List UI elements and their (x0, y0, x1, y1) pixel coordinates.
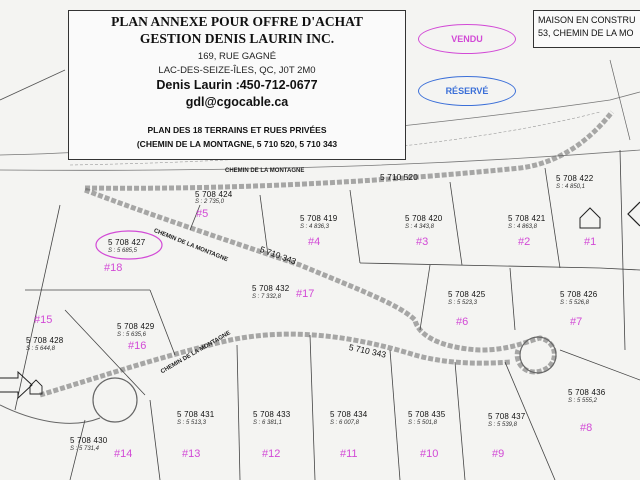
lot-line-21 (600, 268, 640, 270)
lot-tag: #6 (456, 316, 469, 328)
lot-area: S : 6 381,1 (253, 420, 283, 426)
lot-area: S : 4 836,3 (300, 224, 330, 230)
header-subtitle-2: (CHEMIN DE LA MONTAGNE, 5 710 520, 5 710 343 (136, 139, 338, 149)
lot-tag: #5 (196, 208, 209, 220)
lot-number: 5 708 433 (253, 410, 291, 419)
house-construction-box (533, 10, 640, 48)
lot-area: S : 5 523,3 (448, 300, 478, 306)
lot-number: 5 708 419 (300, 214, 338, 223)
lot-number: 5 708 437 (488, 412, 526, 421)
lot-line-18 (560, 350, 640, 380)
lot-line-7 (360, 263, 600, 268)
lot-area: S : 5 539,8 (488, 422, 518, 428)
header-address-1: 169, RUE GAGNÉ (197, 51, 277, 62)
lot-area: S : 2 735,0 (195, 199, 225, 205)
survey-line-top-right (610, 60, 630, 140)
lot-number: 5 708 420 (405, 214, 443, 223)
lot-area: S : 5 644,8 (26, 346, 56, 352)
lot-number: 5 708 422 (556, 174, 594, 183)
header-subtitle-1: PLAN DES 18 TERRAINS ET RUES PRIVÉES (147, 125, 327, 135)
lot-area: S : 4 343,8 (405, 224, 435, 230)
lot-tag: #1 (584, 236, 597, 248)
lot-tag: #2 (518, 236, 531, 248)
lot-line-4 (450, 182, 462, 265)
lot-tag: #10 (420, 448, 439, 460)
lot-area: S : 5 526,8 (560, 300, 590, 306)
lot-tag: #8 (580, 422, 593, 434)
lot-number: 5 708 421 (508, 214, 546, 223)
lot-area: S : 5 731,4 (70, 446, 100, 452)
lot-line-5 (545, 168, 560, 268)
lot-area: S : 5 513,3 (177, 420, 207, 426)
lot-line-17 (505, 362, 555, 480)
legend-reserved-badge: RÉSERVÉ (418, 76, 516, 106)
lot-number: 5 708 435 (408, 410, 446, 419)
lot-number: 5 708 436 (568, 388, 606, 397)
header-title-1: PLAN ANNEXE POUR OFFRE D'ACHAT (111, 14, 363, 29)
header-email: gdl@cgocable.ca (185, 95, 289, 109)
lot-number: 5 708 424 (195, 190, 233, 199)
road-number-5710520: 5 710 520 (380, 172, 418, 182)
lot-line-3 (350, 190, 360, 263)
lot-line-22 (620, 150, 625, 350)
lot-tag: #13 (182, 448, 201, 460)
plan-header-box (68, 10, 406, 160)
lot-line-16 (455, 362, 465, 480)
lot-area: S : 5 685,5 (108, 248, 138, 254)
lot-tag: #17 (296, 288, 315, 300)
header-phone: Denis Laurin :450-712-0677 (156, 78, 318, 92)
house-icon (580, 208, 600, 228)
left-arrow-icon (0, 372, 32, 398)
lot-line-14 (310, 335, 315, 480)
lot-number: 5 708 429 (117, 322, 155, 331)
road-5710343-lower (40, 334, 510, 395)
lot-tag: #7 (570, 316, 583, 328)
street-label-top: CHEMIN DE LA MONTAGNE (225, 168, 305, 174)
lot-area: S : 5 555,2 (568, 398, 598, 404)
lot-line-19 (150, 400, 160, 480)
lot-number: 5 708 432 (252, 284, 290, 293)
lot-area: S : 5 635,6 (117, 332, 147, 338)
lot-number: 5 708 434 (330, 410, 368, 419)
header-address-2: LAC-DES-SEIZE-ÎLES, QC, J0T 2M0 (158, 65, 316, 76)
lot-line-13 (237, 345, 240, 480)
lot-tag: #11 (340, 448, 358, 460)
lot-tag: #3 (416, 236, 429, 248)
lot-area: S : 4 850,1 (556, 184, 586, 190)
right-arrow-icon (628, 202, 640, 226)
left-cul-de-sac (93, 378, 137, 422)
survey-line-top-left (0, 70, 65, 100)
header-title-2: GESTION DENIS LAURIN INC. (139, 31, 335, 46)
right-cul-de-sac (520, 337, 556, 373)
lot-line-15 (390, 350, 400, 480)
lot-tag: #14 (114, 448, 133, 460)
lot-tag: #16 (128, 340, 147, 352)
lot-number: 5 708 430 (70, 436, 108, 445)
lot-number: 5 708 427 (108, 238, 146, 247)
lot-line-1 (15, 205, 60, 410)
lot-number: 5 708 426 (560, 290, 598, 299)
lot-line-9 (420, 265, 430, 330)
legend-sold-badge: VENDU (418, 24, 516, 54)
lot-number: 5 708 425 (448, 290, 486, 299)
lot-area: S : 6 007,8 (330, 420, 360, 426)
lot-tag: #4 (308, 236, 321, 248)
lot-line-8 (510, 268, 515, 330)
lot-area: S : 7 332,8 (252, 294, 282, 300)
lot-area: S : 4 863,8 (508, 224, 538, 230)
house-box-line-1: MAISON EN CONSTRU (538, 15, 636, 25)
lot-number: 5 708 431 (177, 410, 215, 419)
lot-number: 5 708 428 (26, 336, 64, 345)
road-number-5710343-a: 5 710 343 (258, 244, 298, 267)
lot-tag: #18 (104, 262, 123, 274)
lot-tag: #12 (262, 448, 281, 460)
street-label-diagonal: CHEMIN DE LA MONTAGNE (152, 228, 229, 264)
lot-tag: #9 (492, 448, 505, 460)
lot-tag: #15 (34, 314, 53, 326)
lot-area: S : 5 501,8 (408, 420, 438, 426)
road-number-5710343-b: 5 710 343 (347, 342, 388, 360)
street-label-lower: CHEMIN DE LA MONTAGNE (160, 330, 232, 376)
house-box-line-2: 53, CHEMIN DE LA MO (538, 28, 634, 38)
small-house-icon (30, 380, 42, 394)
